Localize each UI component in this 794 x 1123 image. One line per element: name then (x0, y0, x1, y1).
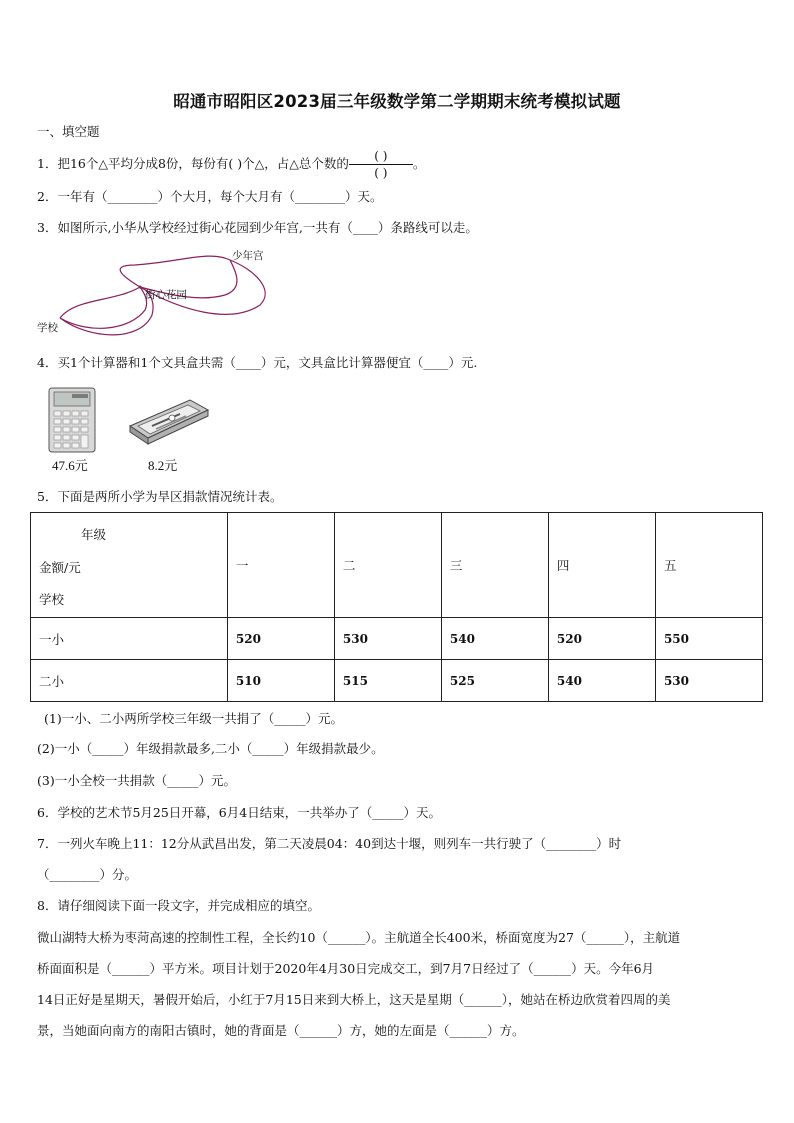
question-5: 5．下面是两所小学为旱区捐款情况统计表。 (37, 489, 283, 504)
school-cell: 一小 (31, 618, 228, 660)
question-8-paragraph-line: 14日正好是星期天，暑假开始后，小红于7月15日来到大桥上，这天是星期（______），她站在桥边欣赏着四周的美 (37, 992, 671, 1007)
grade-header-cell: 一 (227, 513, 334, 618)
question-8-paragraph-line: 微山湖特大桥为枣菏高速的控制性工程，全长约10（______）。主航道全长400米，桥面宽度为27（______），主航道 (37, 930, 681, 945)
label-school: 学校 (37, 322, 58, 334)
calculator-price: 47.6元 (52, 458, 88, 473)
question-7-line-1: 7．一列火车晚上11：12分从武昌出发，第二天凌晨04：40到达十堰，则列车一共行驶了（________）时 (37, 836, 622, 851)
header-school: 学校 (39, 592, 65, 607)
pencil-case-image (126, 396, 212, 446)
question-8: 8．请仔细阅读下面一段文字，并完成相应的填空。 (37, 898, 320, 913)
amount-cell: 520 (548, 618, 655, 660)
amount-cell: 550 (655, 618, 762, 660)
table-row (31, 618, 763, 660)
fraction (349, 149, 413, 180)
question-1 (37, 149, 425, 180)
grade-header-cell: 二 (334, 513, 441, 618)
question-8-paragraph-line: 桥面面积是（______）平方米。项目计划于2020年4月30日完成交工，到7月7日经过了（______）天。今年6月 (37, 961, 655, 976)
label-palace: 少年宫 (232, 250, 264, 262)
fraction-denominator: ( ) (374, 166, 388, 180)
question-1-text: 1．把16个△平均分成8份，每份有( )个△，占△总个数的 (37, 156, 349, 171)
question-7-line-2: （________）分。 (37, 867, 138, 882)
grade-header-cell: 三 (441, 513, 548, 618)
fraction-bar (349, 164, 413, 165)
question-5-sub-2: (2)一小（_____）年级捐款最多,二小（_____）年级捐款最少。 (37, 741, 384, 756)
amount-cell: 530 (334, 618, 441, 660)
amount-cell: 540 (548, 660, 655, 702)
table-row (31, 660, 763, 702)
table-header-corner (31, 513, 228, 618)
garden-point (139, 286, 142, 289)
header-grade: 年级 (81, 527, 107, 542)
question-8-paragraph-line: 景，当她面向南方的南阳古镇时，她的背面是（______）方，她的左面是（______）方。 (37, 1023, 525, 1038)
question-4: 4．买1个计算器和1个文具盒共需（____）元，文具盒比计算器便宜（____）元. (37, 355, 478, 370)
pencil-case-price: 8.2元 (148, 458, 178, 473)
amount-cell: 520 (227, 618, 334, 660)
grade-header-cell: 五 (655, 513, 762, 618)
question-5-sub-3: (3)一小全校一共捐款（_____）元。 (37, 773, 236, 788)
amount-cell: 515 (334, 660, 441, 702)
page-title: 昭通市昭阳区2023届三年级数学第二学期期末统考模拟试题 (173, 92, 621, 111)
route-school-garden-1 (60, 287, 140, 318)
question-6: 6．学校的艺术节5月25日开幕，6月4日结束，一共举办了（_____）天。 (37, 805, 441, 820)
section-heading: 一、填空题 (37, 124, 100, 139)
question-3: 3．如图所示,小华从学校经过街心花园到少年宫,一共有（____）条路线可以走。 (37, 220, 478, 235)
route-garden-palace-1 (120, 256, 230, 287)
donation-table (30, 512, 763, 702)
question-5-sub-1: (1)一小、二小两所学校三年级一共捐了（_____）元。 (44, 711, 343, 726)
school-cell: 二小 (31, 660, 228, 702)
fraction-numerator: ( ) (374, 149, 388, 163)
label-garden: 街心花园 (145, 289, 187, 301)
question-2: 2．一年有（________）个大月，每个大月有（________）天。 (37, 189, 383, 204)
amount-cell: 525 (441, 660, 548, 702)
grade-header-cell: 四 (548, 513, 655, 618)
amount-cell: 510 (227, 660, 334, 702)
amount-cell: 530 (655, 660, 762, 702)
question-1-end: 。 (412, 156, 426, 171)
calculator-image (48, 387, 96, 453)
amount-cell: 540 (441, 618, 548, 660)
header-amount: 金额/元 (39, 560, 81, 575)
